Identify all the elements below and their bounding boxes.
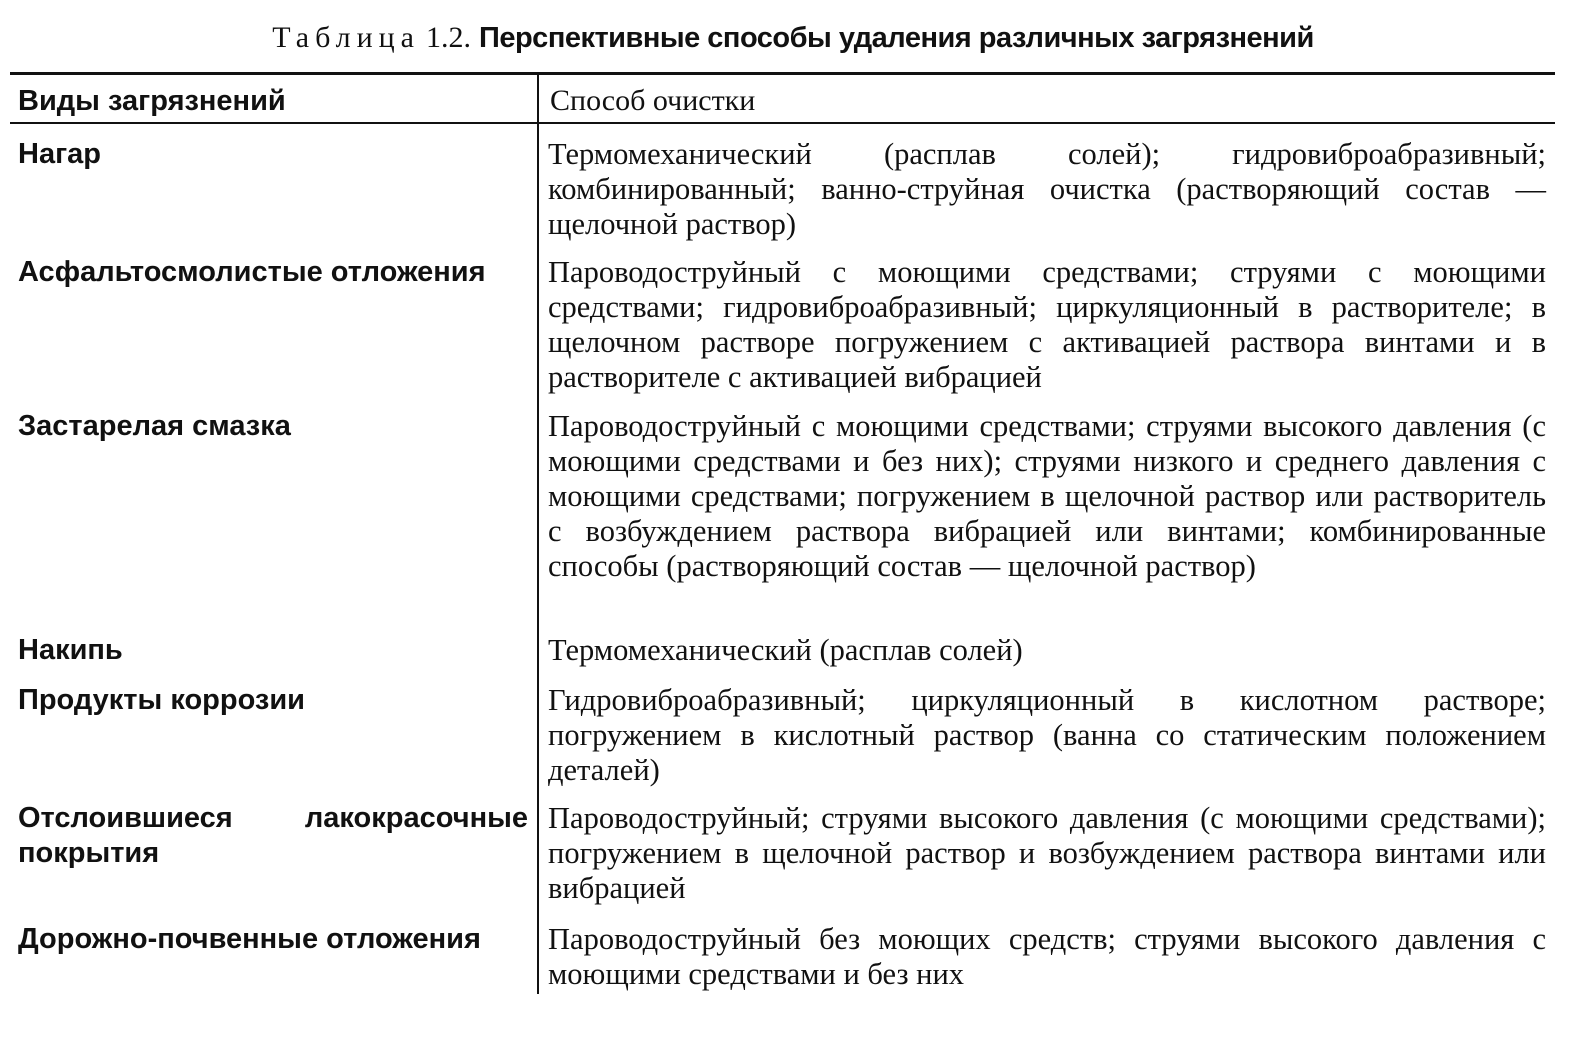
caption-title: Перспективные способы удаления различных загрязнений [479, 22, 1314, 54]
row-type-cell: Асфальтосмолистые отложения [18, 256, 486, 288]
row-type-cell: Продукты коррозии [18, 684, 305, 716]
column-header-type: Виды загрязнений [18, 85, 286, 117]
row-type-cell: Накипь [18, 634, 123, 666]
row-type-cell: Дорожно-почвенные отложения [18, 923, 481, 955]
row-method-cell: Термомеханический (расплав солей) [548, 633, 1023, 667]
row-method-cell: Пароводоструйный с моющими средствами; струями высокого давления (с моющими средствами и без них); струями низкого и среднего давления с моющими средствами; погружением в щелочной раствор или растворитель с возбуждением раствора вибрацией или винтами; комбинированные способы (растворяющий состав — щелочной раствор) [548, 409, 1546, 583]
row-method-cell: Термомеханический (расплав солей); гидровиброабразивный; комбинированный; ванно-струйная очистка (растворяющий состав — щелочной раствор) [548, 137, 1546, 241]
row-method-cell: Пароводоструйный с моющими средствами; струями с моющими средствами; гидровиброабразивный; циркуляционный в растворителе; в щелочном растворе погружением с активацией раствора винтами и в растворителе с активацией вибрацией [548, 255, 1546, 394]
row-type-cell: Застарелая смазка [18, 410, 291, 442]
column-header-method: Способ очистки [550, 84, 756, 117]
row-type-cell: Отслоившиеся лакокрасочные покрытия [18, 802, 528, 869]
table-top-rule [10, 72, 1555, 75]
table-header-rule [10, 122, 1555, 124]
table-caption [0, 18, 1586, 58]
row-type-cell: Нагар [18, 138, 101, 170]
table-column-divider [537, 74, 539, 994]
row-method-cell: Пароводоструйный; струями высокого давления (с моющими средствами); погружением в щелочной раствор и возбуждением раствора винтами или вибрацией [548, 801, 1546, 905]
row-method-cell: Пароводоструйный без моющих средств; струями высокого давления с моющими средствами и без них [548, 922, 1546, 991]
caption-number: 1.2. [426, 21, 471, 54]
row-method-cell: Гидровиброабразивный; циркуляционный в кислотном растворе; погружением в кислотный раствор (ванна со статическим положением деталей) [548, 683, 1546, 787]
caption-label: Таблица [272, 21, 420, 54]
